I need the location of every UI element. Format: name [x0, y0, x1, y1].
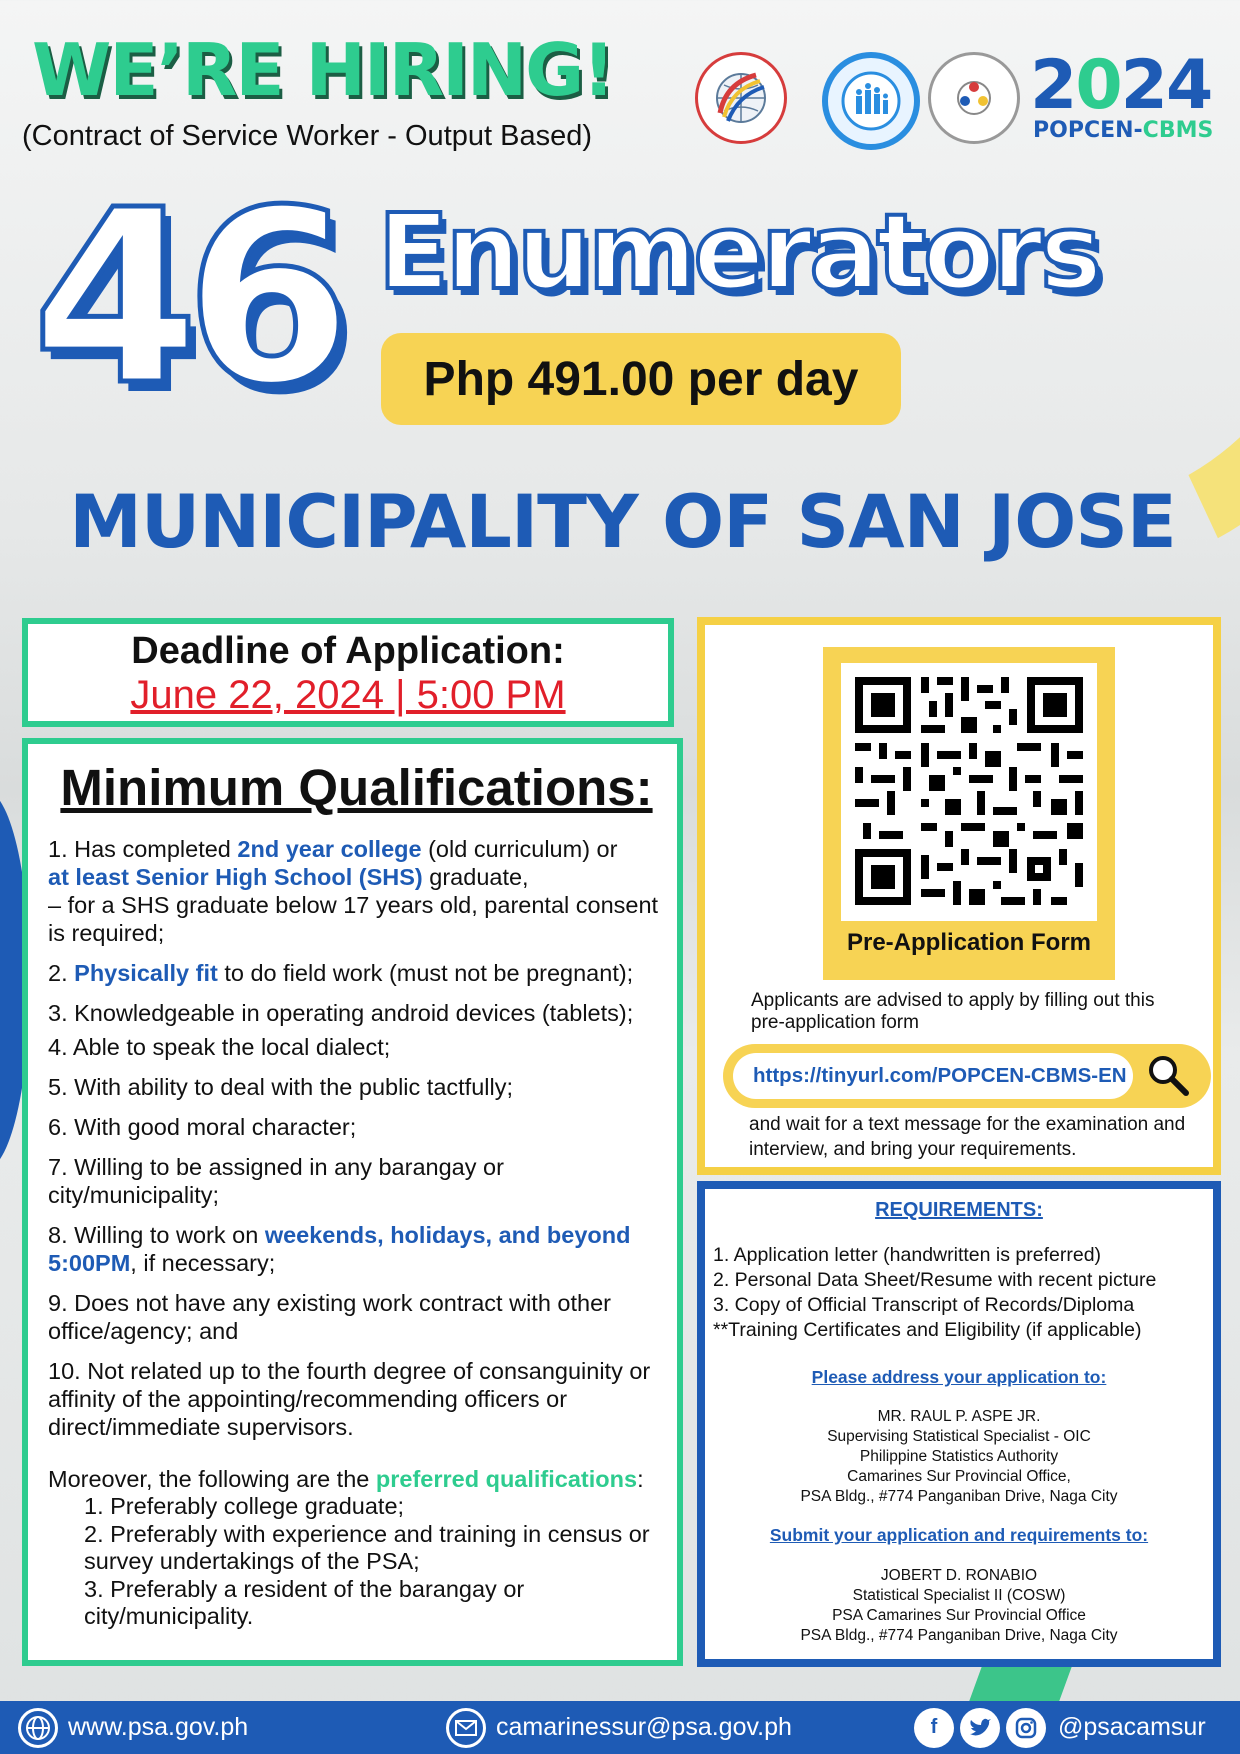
qualification-10: 10. Not related up to the fourth degree of consanguinity or affinity of the appointing/recommending officers or direct/immediate supervisors.: [48, 1358, 651, 1440]
q1-text-3: graduate,: [422, 864, 529, 890]
preferred-highlight: preferred qualifications: [375, 1466, 638, 1492]
psa-logo: [695, 52, 787, 144]
facebook-icon[interactable]: f: [914, 1708, 954, 1748]
q8-text: 8. Willing to work on: [48, 1222, 265, 1248]
globe-icon: [18, 1708, 58, 1748]
qr-label: Pre-Application Form: [846, 929, 1092, 956]
submit-line: PSA Bldg., #774 Panganiban Drive, Naga City: [800, 1627, 1118, 1644]
qualification-8: [48, 1221, 665, 1277]
address-line: Supervising Statistical Specialist - OIC: [827, 1428, 1091, 1445]
cbms-logo: [928, 52, 1020, 144]
q1-highlight-2: at least Senior High School (SHS): [48, 864, 423, 890]
footer-social[interactable]: [914, 1701, 1206, 1754]
brand-cbms: CBMS: [1142, 118, 1214, 143]
qualification-9: 9. Does not have any existing work contract with other office/agency; and: [48, 1290, 611, 1344]
q1-highlight: 2nd year college: [237, 836, 422, 862]
qr-followup: and wait for a text message for the examination and interview, and bring your requirements.: [749, 1114, 1186, 1160]
qualification-3: 3. Knowledgeable in operating android devices (tablets);: [48, 1000, 634, 1026]
year-suffix: 24: [1120, 46, 1212, 125]
address-block: [705, 1407, 1213, 1507]
q2-highlight: Physically fit: [74, 960, 218, 986]
pre-application-link[interactable]: https://tinyurl.com/POPCEN-CBMS-EN: [733, 1053, 1133, 1099]
q2-text-2: to do field work (must not be pregnant);: [217, 960, 634, 986]
address-line: MR. RAUL P. ASPE JR.: [877, 1408, 1041, 1425]
census-logo: [822, 52, 920, 150]
qualification-5: 5. With ability to deal with the public tactfully;: [48, 1074, 513, 1100]
year-prefix: 2: [1030, 46, 1076, 125]
requirements-list: [713, 1243, 1156, 1343]
contract-subtitle: (Contract of Service Worker - Output Based): [22, 120, 593, 152]
preferred-colon: :: [637, 1466, 644, 1492]
q1-text-2: (old curriculum) or: [421, 836, 618, 862]
qualification-2: [48, 959, 665, 987]
requirement-item: 3. Copy of Official Transcript of Records/Diploma: [713, 1294, 1135, 1316]
hiring-title: WE’RE HIRING!: [32, 28, 614, 112]
preferred-intro-text: Moreover, the following are the: [48, 1466, 376, 1492]
submit-heading: Submit your application and requirements to:: [769, 1525, 1149, 1545]
footer-email[interactable]: [446, 1701, 792, 1754]
qualification-6: 6. With good moral character;: [48, 1114, 357, 1140]
q1-text-4: – for a SHS graduate below 17 years old, parental consent is required;: [48, 892, 659, 946]
qr-code-icon: [841, 663, 1097, 921]
municipality-title: MUNICIPALITY OF SAN JOSE: [69, 480, 1176, 565]
year-2024-logo: [1030, 46, 1211, 125]
requirement-item: 2. Personal Data Sheet/Resume with recent picture: [713, 1269, 1157, 1291]
mail-icon: [446, 1708, 486, 1748]
qualification-1: [48, 835, 665, 947]
qr-code[interactable]: [841, 663, 1097, 921]
pre-application-panel: [697, 617, 1221, 1175]
daily-pay-badge: Php 491.00 per day: [381, 333, 901, 425]
preferred-item: 3. Preferably a resident of the barangay or city/municipality.: [84, 1575, 525, 1629]
brand-popcen: POPCEN-: [1033, 118, 1143, 143]
address-heading: Please address your application to:: [811, 1367, 1107, 1387]
deadline-label: Deadline of Application:: [131, 630, 565, 672]
qualification-7: 7. Willing to be assigned in any barangay or city/municipality;: [48, 1154, 504, 1208]
twitter-icon[interactable]: [960, 1708, 1000, 1748]
popcen-cbms-brand: [1033, 118, 1213, 143]
qr-frame: [823, 647, 1115, 980]
qualifications-panel: [22, 738, 683, 1666]
q2-text: 2.: [48, 960, 75, 986]
qualifications-title: Minimum Qualifications:: [60, 759, 653, 816]
qualification-4: 4. Able to speak the local dialect;: [48, 1034, 391, 1060]
address-line: Philippine Statistics Authority: [859, 1448, 1059, 1465]
globe-icon: [706, 63, 776, 133]
submit-line: PSA Camarines Sur Provincial Office: [832, 1607, 1086, 1624]
preferred-item: 2. Preferably with experience and training in census or survey undertakings of the PSA;: [84, 1520, 650, 1574]
qr-instruction: Applicants are advised to apply by filling out this pre-application form: [751, 990, 1155, 1033]
footer-bar: [0, 1701, 1240, 1754]
requirement-item: 1. Application letter (handwritten is preferred): [713, 1244, 1102, 1266]
submit-line: JOBERT D. RONABIO: [880, 1567, 1038, 1584]
deadline-date: June 22, 2024 | 5:00 PM: [130, 673, 566, 717]
enumerator-count: 46: [32, 158, 338, 438]
requirement-item: **Training Certificates and Eligibility (if applicable): [713, 1319, 1142, 1341]
submit-block: [705, 1566, 1213, 1646]
requirements-title: REQUIREMENTS:: [875, 1199, 1043, 1221]
deadline-box: [22, 618, 674, 727]
position-title: Enumerators: [378, 191, 1099, 313]
preferred-intro: [48, 1465, 665, 1493]
requirements-panel: [697, 1181, 1221, 1667]
social-handle[interactable]: @psacamsur: [1058, 1713, 1206, 1741]
address-line: PSA Bldg., #774 Panganiban Drive, Naga City: [800, 1488, 1118, 1505]
footer-website[interactable]: [18, 1701, 248, 1754]
magnifier-icon[interactable]: [1147, 1054, 1189, 1096]
year-zero: 0: [1075, 46, 1121, 125]
cbms-emblem-icon: [941, 65, 1007, 131]
email-link[interactable]: camarinessur@psa.gov.ph: [496, 1713, 792, 1741]
website-link[interactable]: www.psa.gov.ph: [68, 1713, 249, 1741]
instagram-icon[interactable]: [1006, 1708, 1046, 1748]
q8-highlight: weekends, holidays, and beyond 5:00PM: [48, 1222, 631, 1276]
url-bar: [723, 1044, 1211, 1108]
address-line: Camarines Sur Provincial Office,: [847, 1468, 1071, 1485]
submit-line: Statistical Specialist II (COSW): [852, 1587, 1066, 1604]
preferred-item: 1. Preferably college graduate;: [84, 1493, 405, 1519]
census-people-icon: [840, 70, 902, 132]
q1-text: 1. Has completed: [48, 836, 238, 862]
q8-text-2: , if necessary;: [130, 1250, 276, 1276]
